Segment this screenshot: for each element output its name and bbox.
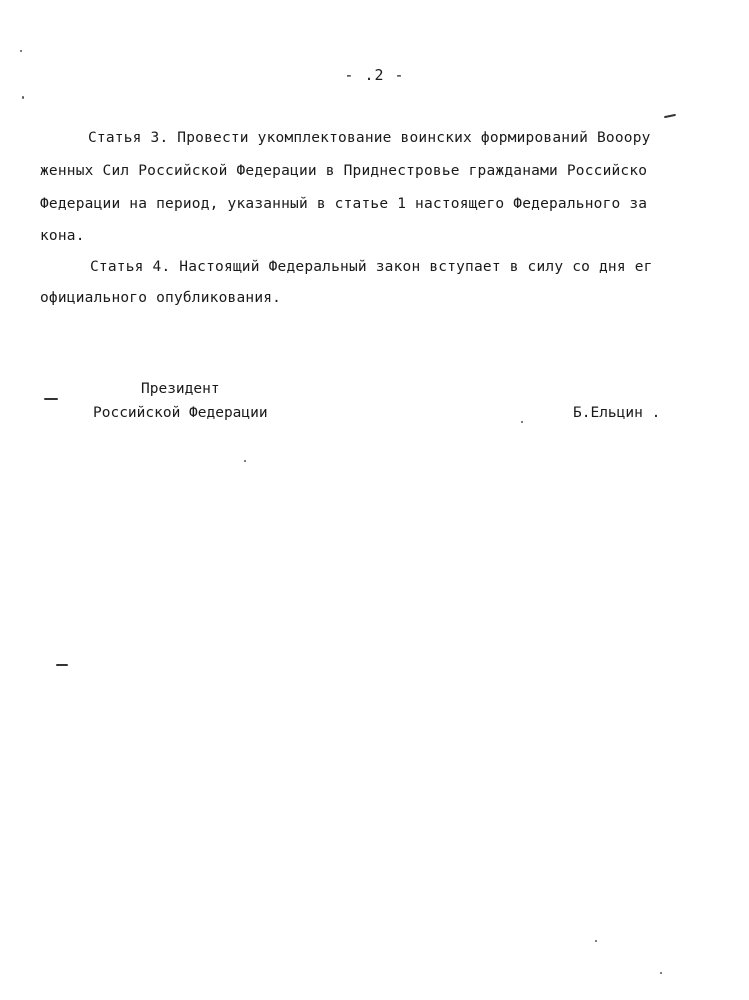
article-3-line-1: Статья 3. Провести укомплектование воинских формирований Вооору (88, 130, 651, 146)
scan-speck (521, 421, 523, 423)
article-3-line-3: Федерации на период, указанный в статье 1 настоящего Федерального за (40, 196, 648, 212)
scan-mark (664, 114, 676, 118)
article-4-line-1: Статья 4. Настоящий Федеральный закон вступает в силу со дня ег (90, 259, 653, 275)
scan-speck (22, 96, 24, 99)
signature-name: Б.Ельцин . (573, 405, 661, 421)
scan-mark (56, 664, 68, 666)
scan-speck (20, 50, 22, 52)
page-number: - .2 - (344, 66, 405, 84)
article-3-line-2: женных Сил Российской Федерации в Приднестровье гражданами Российско (40, 163, 648, 179)
signature-title-line-2: Российской Федерации (93, 405, 268, 421)
scan-speck (244, 460, 246, 462)
article-3-line-4: кона. (40, 228, 85, 244)
article-4-line-2: официального опубликования. (40, 290, 282, 306)
scan-speck (660, 972, 662, 974)
signature-title-line-1: Президент (141, 381, 220, 397)
scan-mark (44, 398, 58, 400)
scan-speck (595, 940, 597, 942)
